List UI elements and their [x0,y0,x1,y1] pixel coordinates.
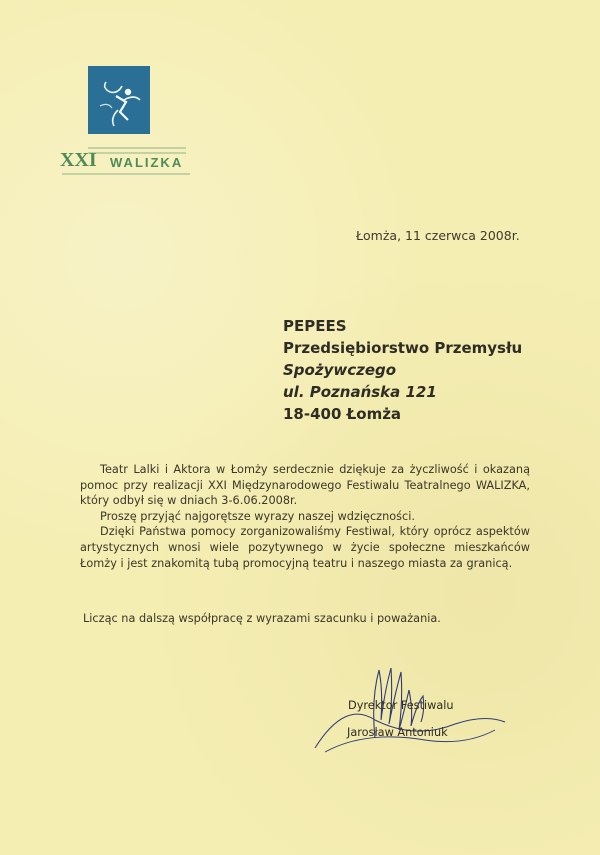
recipient-line-5: 18-400 Łomża [283,405,402,423]
logo-number: XXI [60,149,97,171]
recipient-address [283,315,522,425]
recipient-line-4: ul. Poznańska 121 [283,383,437,401]
signatory-title: Dyrektor Festiwalu [348,699,454,712]
paragraph-2: Proszę przyjąć najgorętsze wyrazy naszej wdzięczności. [100,509,415,523]
letter-body [80,462,530,571]
letter-date: Łomża, 11 czerwca 2008r. [356,228,520,243]
logo-festival-name: WALIZKA [110,155,184,170]
festival-wordmark [58,140,198,180]
recipient-line-1: PEPEES [283,317,347,335]
recipient-line-2: Przedsiębiorstwo Przemysłu [283,339,523,357]
recipient-line-3: Spożywczego [283,361,397,379]
paragraph-1: Teatr Lalki i Aktora w Łomży serdecznie dziękuje za życzliwość i okazaną pomoc przy realizacji XXI Międzynarodowego Festiwalu Teatralnego WALIZKA, który odbył się w dniach 3-6.06.2008r. [80,463,530,508]
festival-logo-icon [88,66,150,134]
signatory-name: Jarosław Antoniuk [347,726,448,739]
paragraph-3: Dzięki Państwa pomocy zorganizowaliśmy Festiwal, który oprócz aspektów artystycznych wnosi wiele pozytywnego w życie społeczne mieszkańców Łomży i jest znakomitą tubą promocyjną teatru i naszego miasta za granicą. [80,525,530,570]
letter-closing: Licząc na dalszą współpracę z wyrazami szacunku i poważania. [83,612,441,625]
